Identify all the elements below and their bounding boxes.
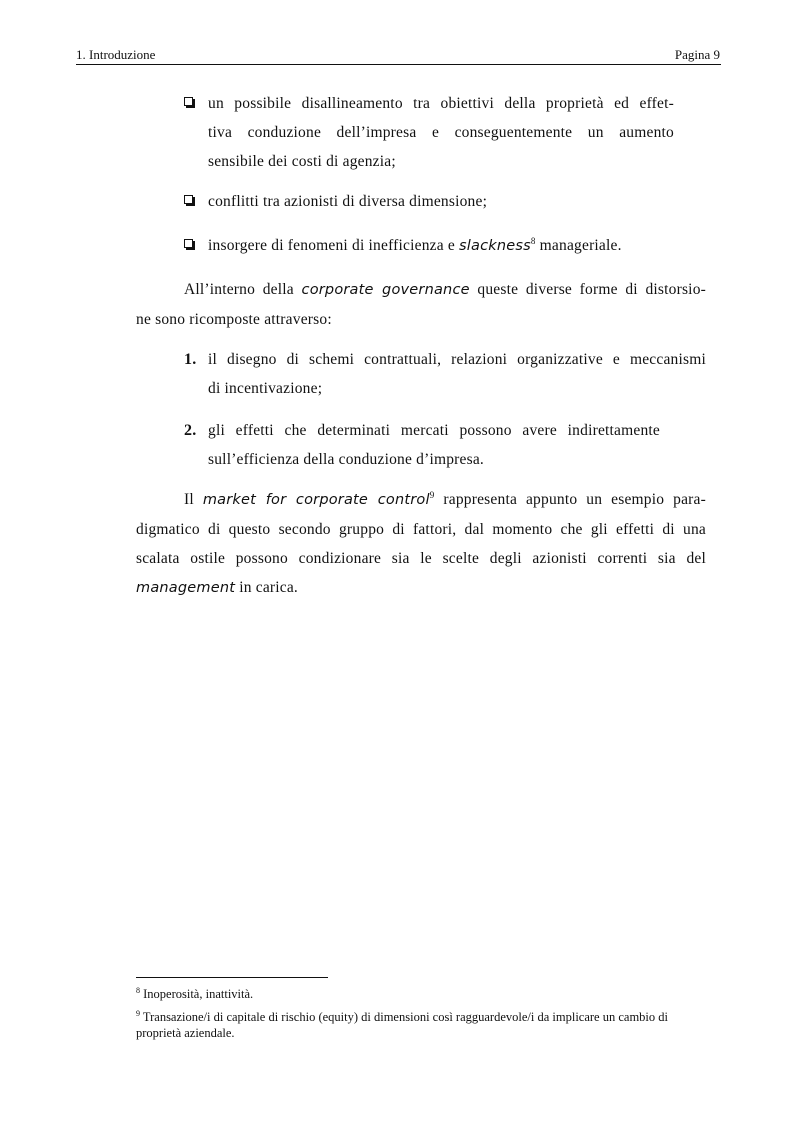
numbered-text: il disegno di schemi contrattuali, relazioni organizzative e meccanismi di incentivazione; bbox=[208, 351, 706, 397]
page-number: Pagina 9 bbox=[674, 47, 720, 62]
item-number: 1. bbox=[184, 351, 197, 368]
numbered-item bbox=[184, 345, 706, 403]
footnote bbox=[136, 986, 710, 1002]
checkbox-bullet-icon bbox=[184, 239, 193, 248]
footnote-text: Inoperosità, inattività. bbox=[143, 987, 254, 1001]
footnote-number: 8 bbox=[136, 986, 140, 995]
paragraph-line: scalata ostile possono condizionare sia le scelte degli azionisti correnti sia del bbox=[136, 550, 706, 567]
paragraph-line: All’interno della corporate governance queste diverse forme di distorsio- bbox=[184, 281, 707, 298]
emphasis-slackness: slackness bbox=[459, 238, 531, 254]
footnote-ref: 8 bbox=[530, 236, 536, 246]
checkbox-bullet-icon bbox=[184, 195, 193, 204]
footnote-text: Transazione/i di capitale di rischio (equity) di dimensioni così ragguardevole/i da implicare un cambio di proprietà aziendale. bbox=[136, 1010, 668, 1040]
paragraph bbox=[136, 485, 706, 603]
bullet-line: sensibile dei costi di agenzia; bbox=[208, 153, 396, 170]
bullet-text bbox=[208, 89, 674, 176]
bullet-text: conflitti tra azionisti di diversa dimensione; bbox=[208, 193, 488, 210]
footnote-ref: 9 bbox=[429, 490, 435, 500]
item-number: 2. bbox=[184, 422, 197, 439]
paragraph-line: ne sono ricomposte attraverso: bbox=[136, 311, 332, 328]
emphasis-management: management bbox=[136, 580, 236, 596]
paragraph-line: digmatico di questo secondo gruppo di fattori, dal momento che gli effetti di una bbox=[136, 521, 706, 538]
header-rule bbox=[76, 64, 721, 65]
bullet-item bbox=[184, 231, 674, 261]
bullet-item bbox=[184, 89, 674, 176]
paragraph-line: Il market for corporate control$^9$ rappresenta appunto un esempio para- bbox=[184, 490, 706, 508]
emphasis-market-for-corporate-control: market for corporate control bbox=[202, 492, 430, 508]
emphasis-corporate-governance: corporate governance bbox=[301, 282, 470, 298]
footnote bbox=[136, 1009, 710, 1041]
footnote-number: 9 bbox=[136, 1009, 140, 1018]
numbered-item bbox=[184, 416, 706, 474]
chapter-title: 1. Introduzione bbox=[76, 47, 156, 62]
paragraph-line: management in carica. bbox=[136, 579, 299, 596]
paragraph bbox=[136, 275, 706, 334]
numbered-text: gli effetti che determinati mercati possono avere indirettamente sull’efficienza della conduzione d’impresa. bbox=[208, 422, 660, 468]
bullet-line: un possibile disallineamento tra obiettivi della proprietà ed effet- bbox=[208, 95, 674, 112]
page-header bbox=[76, 47, 720, 65]
footnote-rule bbox=[136, 977, 328, 978]
bullet-text: insorgere di fenomeni di inefficienza e slackness$^8$ manageriale. bbox=[208, 236, 622, 254]
bullet-item bbox=[184, 187, 674, 216]
bullet-line: tiva conduzione dell’impresa e conseguentemente un aumento bbox=[208, 124, 674, 141]
checkbox-bullet-icon bbox=[184, 97, 193, 106]
